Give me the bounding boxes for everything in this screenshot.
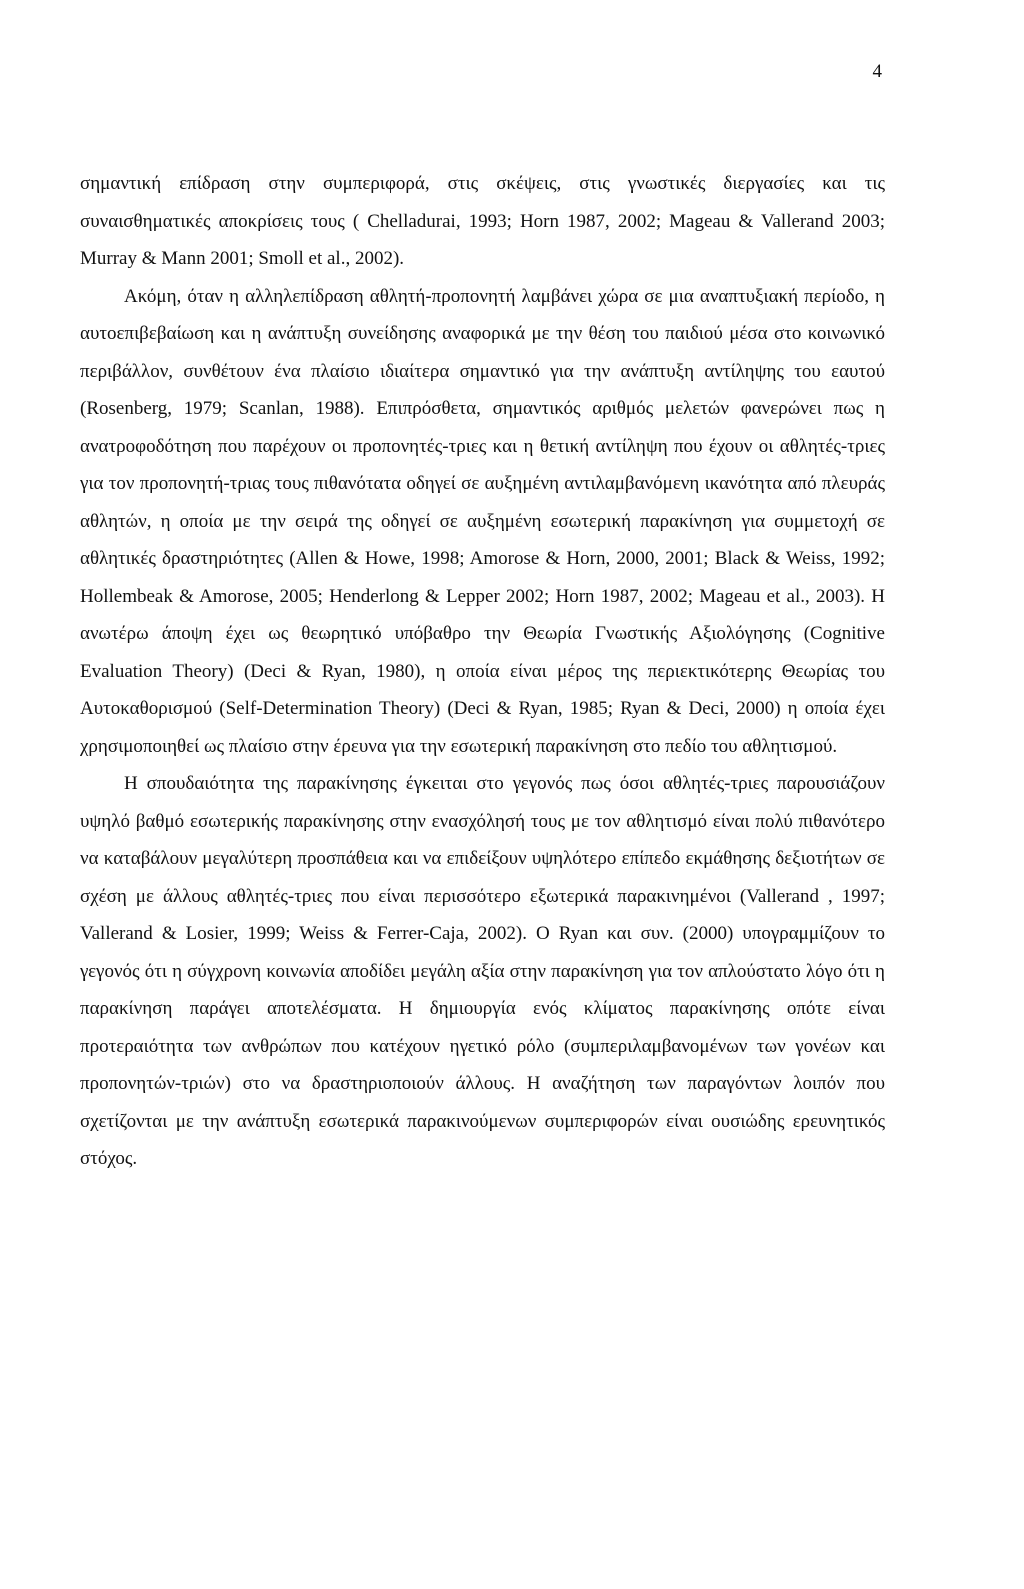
paragraph-2: Ακόμη, όταν η αλληλεπίδραση αθλητή-προπονητή λαμβάνει χώρα σε μια αναπτυξιακή περίοδο, η αυτοεπιβεβαίωση και η ανάπτυξη συνείδησης αναφορικά με την θέση του παιδιού μέσα στο κοινωνικό περιβάλλον, συνθέτουν ένα πλαίσιο ιδιαίτερα σημαντικό για την ανάπτυξη αντίληψης του εαυτού (Rosenberg, 1979; Scanlan, 1988). Επιπρόσθετα, σημαντικός αριθμός μελετών φανερώνει πως η ανατροφοδότηση που παρέχουν οι προπονητές-τριες και η θετική αντίληψη που έχουν οι αθλητές-τριες για τον προπονητή-τριας τους πιθανότατα οδηγεί σε αυξημένη αντιλαμβανόμενη ικανότητα από πλευράς αθλητών, η οποία με την σειρά της οδηγεί σε αυξημένη εσωτερική παρακίνηση για συμμετοχή σε αθλητικές δραστηριότητες (Allen & Howe, 1998; Amorose & Horn, 2000, 2001; Black & Weiss, 1992; Hollembeak & Amorose, 2005; Henderlong & Lepper 2002; Horn 1987, 2002; Mageau et al., 2003). Η ανωτέρω άποψη έχει ως θεωρητικό υπόβαθρο την Θεωρία Γνωστικής Αξιολόγησης (Cognitive Evaluation Theory) (Deci & Ryan, 1980), η οποία είναι μέρος της περιεκτικότερης Θεωρίας του Αυτοκαθορισμού (Self-Determination Theory) (Deci & Ryan, 1985; Ryan & Deci, 2000) η οποία έχει χρησιμοποιηθεί ως πλαίσιο στην έρευνα για την εσωτερική παρακίνηση στο πεδίο του αθλητισμού. [80, 285, 885, 757]
paragraph-3: Η σπουδαιότητα της παρακίνησης έγκειται στο γεγονός πως όσοι αθλητές-τριες παρουσιάζουν υψηλό βαθμό εσωτερικής παρακίνησης στην ενασχόλησή τους με τον αθλητισμό είναι πολύ πιθανότερο να καταβάλουν μεγαλύτερη προσπάθεια και να επιδείξουν υψηλότερο επίπεδο εκμάθησης δεξιοτήτων σε σχέση με άλλους αθλητές-τριες που είναι περισσότερο εξωτερικά παρακινημένοι (Vallerand , 1997; Vallerand & Losier, 1999; Weiss & Ferrer-Caja, 2002). Ο Ryan και συν. (2000) υπογραμμίζουν το γεγονός ότι η σύγχρονη κοινωνία αποδίδει μεγάλη αξία στην παρακίνηση για τον απλούστατο λόγο ότι η παρακίνηση παράγει αποτελέσματα. Η δημιουργία ενός κλίματος παρακίνησης οπότε είναι προτεραιότητα των ανθρώπων που κατέχουν ηγετικό ρόλο (συμπεριλαμβανομένων των γονέων και προπονητών-τριών) στο να δραστηριοποιούν άλλους. Η αναζήτηση των παραγόντων λοιπόν που σχετίζονται με την ανάπτυξη εσωτερικά παρακινούμενων συμπεριφορών είναι ουσιώδης ερευνητικός στόχος. [80, 773, 885, 1169]
body-text [80, 165, 885, 1178]
page-number: 4 [872, 61, 882, 82]
paragraph-1: σημαντική επίδραση στην συμπεριφορά, στις σκέψεις, στις γνωστικές διεργασίες και τις συναισθηματικές αποκρίσεις τους ( Chelladurai, 1993; Horn 1987, 2002; Mageau & Vallerand 2003; Murray & Mann 2001; Smoll et al., 2002). [80, 173, 885, 269]
